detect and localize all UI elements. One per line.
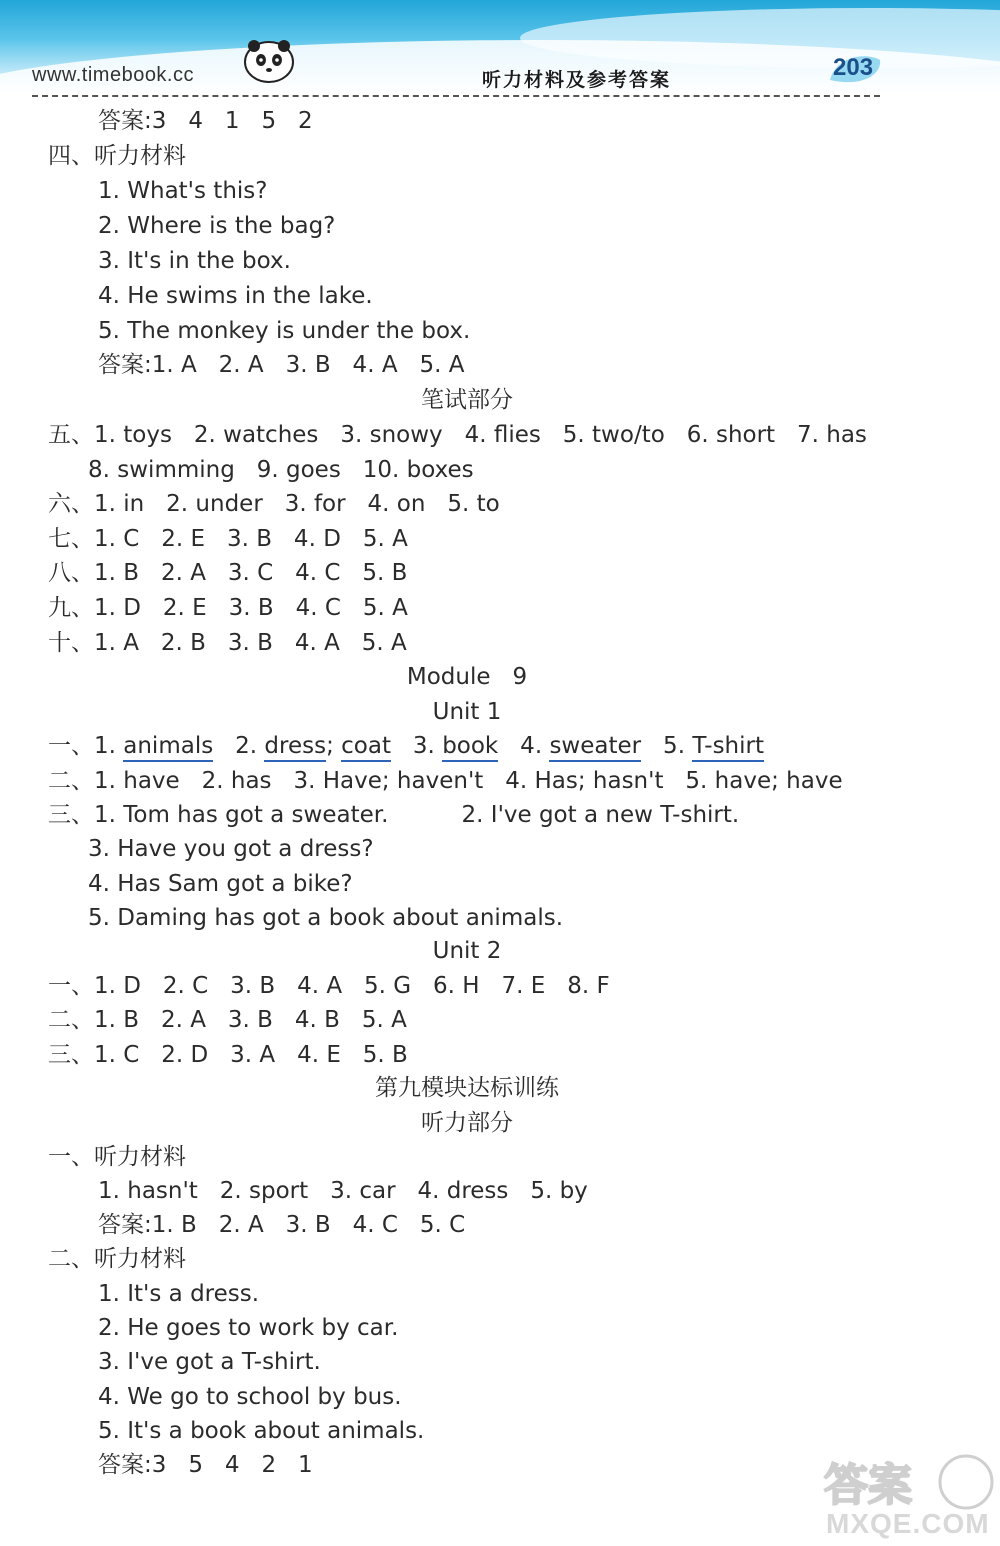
watermark-text: MXQE.COM	[826, 1508, 990, 1539]
answer-line: 八、1. B 2. A 3. C 4. C 5. B	[48, 560, 408, 586]
answer-line: 4. Has Sam got a bike?	[88, 871, 353, 897]
answer-line: 3. Have you got a dress?	[88, 836, 374, 862]
answer-line: 1. hasn't 2. sport 3. car 4. dress 5. by	[98, 1178, 588, 1204]
answer-line: 一、听力材料	[48, 1144, 186, 1170]
answer-line: 5. It's a book about animals.	[98, 1418, 425, 1444]
answer-line: 四、听力材料	[48, 143, 186, 169]
header-divider	[32, 95, 880, 97]
answer-line: 五、1. toys 2. watches 3. snowy 4. flies 5. two/to 6. short 7. has	[48, 422, 867, 448]
answer-line: 1. It's a dress.	[98, 1281, 260, 1307]
header-title: 听力材料及参考答案	[482, 69, 672, 91]
section-heading: Module 9	[406, 664, 528, 690]
section-heading: 笔试部分	[421, 387, 513, 413]
site-url[interactable]: www.timebook.cc	[32, 64, 194, 86]
answer-line: 答案:3 5 4 2 1	[98, 1452, 313, 1478]
answer-line: 答案:1. A 2. A 3. B 4. A 5. A	[98, 352, 465, 378]
answer-line: 三、1. C 2. D 3. A 4. E 5. B	[48, 1042, 408, 1068]
answer-line: 2. Where is the bag?	[98, 213, 336, 239]
section-heading: Unit 1	[432, 699, 502, 725]
answer-line: 六、1. in 2. under 3. for 4. on 5. to	[48, 491, 500, 517]
answer-line: 二、听力材料	[48, 1246, 186, 1272]
answer-line: 2. He goes to work by car.	[98, 1315, 399, 1341]
panda-mascot-icon	[240, 34, 298, 84]
answer-line: 3. I've got a T-shirt.	[98, 1349, 321, 1375]
section-heading: 第九模块达标训练	[375, 1075, 559, 1101]
answer-line: 九、1. D 2. E 3. B 4. C 5. A	[48, 595, 408, 621]
answer-line: 七、1. C 2. E 3. B 4. D 5. A	[48, 526, 408, 552]
page-number: 203	[833, 54, 874, 81]
svg-text:答案: 答案	[824, 1460, 912, 1511]
answer-line: 二、1. have 2. has 3. Have; haven't 4. Has; hasn't 5. have; have	[48, 768, 843, 794]
answer-line: 4. We go to school by bus.	[98, 1384, 402, 1410]
answer-line: 二、1. B 2. A 3. B 4. B 5. A	[48, 1007, 407, 1033]
answer-line: 3. It's in the box.	[98, 248, 291, 274]
answer-line: 答案:1. B 2. A 3. B 4. C 5. C	[98, 1212, 466, 1238]
unit1-question-1: 一、1. animals 2. dress; coat 3. book 4. sweater 5. T-shirt	[48, 731, 764, 761]
answer-line: 5. The monkey is under the box.	[98, 318, 471, 344]
answer-line: 三、1. Tom has got a sweater. 2. I've got a new T-shirt.	[48, 802, 740, 828]
answer-line: 一、1. D 2. C 3. B 4. A 5. G 6. H 7. E 8. F	[48, 973, 610, 999]
section-heading: 听力部分	[421, 1110, 513, 1136]
answer-line: 5. Daming has got a book about animals.	[88, 905, 564, 931]
answer-line: 1. What's this?	[98, 178, 268, 204]
answer-line: 8. swimming 9. goes 10. boxes	[88, 457, 474, 483]
section-heading: Unit 2	[432, 938, 502, 964]
answer-line: 4. He swims in the lake.	[98, 283, 373, 309]
answer-line: 十、1. A 2. B 3. B 4. A 5. A	[48, 630, 407, 656]
answer-line: 答案:3 4 1 5 2	[98, 108, 313, 134]
